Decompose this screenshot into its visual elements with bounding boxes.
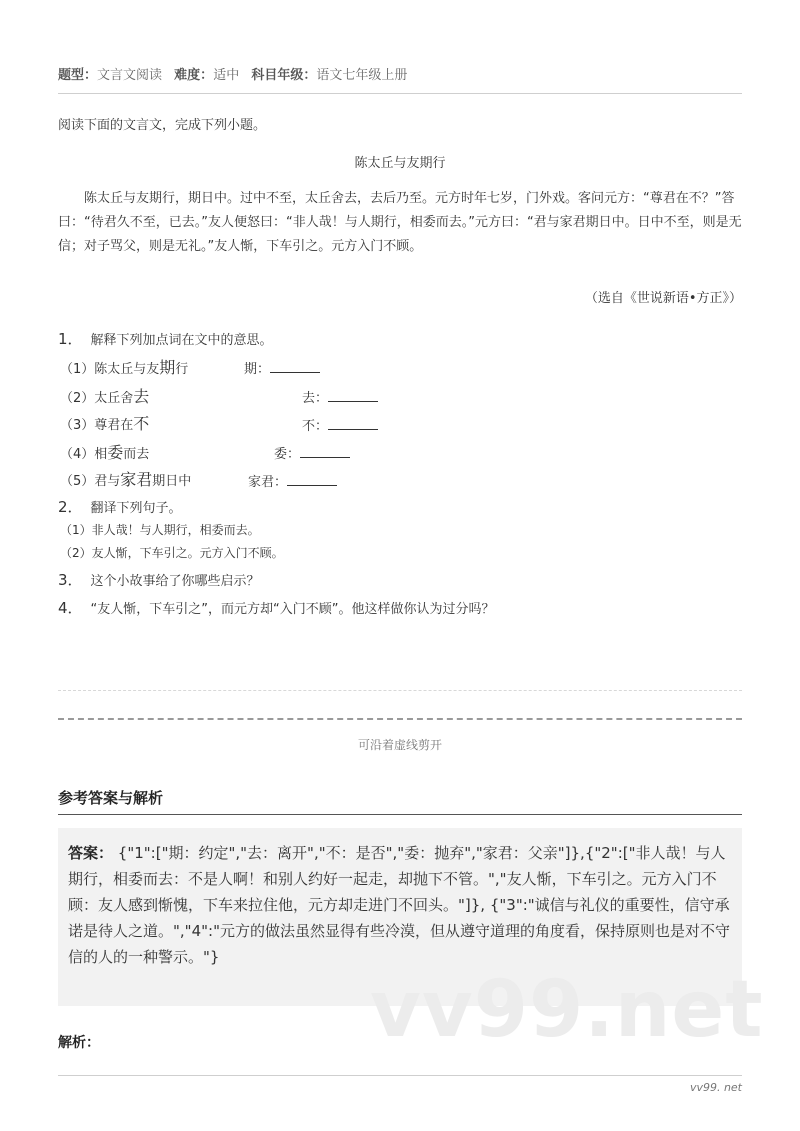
q1-item-4 <box>60 440 149 463</box>
answer-label: 答案： <box>68 844 114 862</box>
q1-blank-1[interactable] <box>244 358 320 377</box>
dotted-word: 期 <box>159 358 176 377</box>
answer-blank[interactable] <box>287 475 337 486</box>
answer-content <box>68 840 732 970</box>
item-text: 期日中 <box>152 474 192 489</box>
q1-item-1 <box>60 355 188 378</box>
answer-blank[interactable] <box>270 362 320 373</box>
question-number: 1． <box>58 330 83 348</box>
passage-body: 陈太丘与友期行，期日中。过中不至，太丘舍去，去后乃至。元方时年七岁，门外戏。客问元方：“尊君在不？”答曰：“待君久不至，已去。”友人便怒曰：“非人哉！与人期行，相委而去。”元方曰：“君与家君期日中。日中不至，则是无信；对子骂父，则是无礼。”友人惭，下车引之。元方入门不顾。 <box>58 191 742 254</box>
answer-section-divider <box>58 814 742 815</box>
question-3 <box>58 569 260 590</box>
q1-blank-2[interactable] <box>302 387 378 406</box>
meta-line <box>58 64 415 83</box>
blank-label: 期： <box>244 362 271 377</box>
blank-label: 家君： <box>248 475 288 490</box>
footer-divider <box>58 1075 742 1076</box>
cut-line <box>58 718 742 720</box>
type-value: 文言文阅读 <box>97 68 163 83</box>
header-divider <box>58 93 742 94</box>
dotted-word: 去 <box>133 387 150 406</box>
question-text: 解释下列加点词在文中的意思。 <box>90 333 273 348</box>
subject-label: 科目年级： <box>251 68 317 83</box>
answer-text: {"1":["期：约定","去：离开","不：是否","委：抛弃","家君：父亲"]},{"2":["非人哉！与人期行，相委而去：不是人啊！和别人约好一起走，却抛下不管。","友人惭，下车引之。元方入门不顾：友人感到惭愧，下车来拉住他，元方却走进门不回头。"]}, {"3":"诚信与礼仪的重要性，信守承诺是待人之道。","4":"元方的做法虽然显得有些冷漠，但从遵守道理的角度看，保持原则也是对不守信的人的一种警示。"} <box>68 844 730 966</box>
blank-label: 委： <box>274 447 301 462</box>
passage-source: （选自《世说新语•方正》） <box>584 291 742 306</box>
item-text: （3）尊君在 <box>60 418 134 433</box>
answer-blank[interactable] <box>300 447 350 458</box>
q2-item-1: （1）非人哉！与人期行，相委而去。 <box>60 523 260 537</box>
q1-item-3 <box>60 411 149 434</box>
question-number: 3． <box>58 571 83 589</box>
answer-blank[interactable] <box>328 391 378 402</box>
dotted-word: 委 <box>107 443 124 462</box>
q1-blank-4[interactable] <box>274 443 350 462</box>
q1-blank-5[interactable] <box>248 471 337 490</box>
answer-blank[interactable] <box>328 419 378 430</box>
footer-site: vv99. net <box>689 1081 742 1094</box>
cut-label: 可沿着虚线剪开 <box>357 738 442 752</box>
light-dashed-divider <box>58 690 742 691</box>
q1-item-2 <box>60 384 149 407</box>
watermark: vv99.net <box>370 965 764 1055</box>
question-text: 这个小故事给了你哪些启示？ <box>90 574 260 589</box>
item-text: 行 <box>175 362 189 377</box>
item-text: （1）陈太丘与友 <box>60 362 160 377</box>
q1-item-5 <box>60 467 191 490</box>
difficulty-value: 适中 <box>213 68 240 83</box>
question-text: “友人惭，下车引之”，而元方却“入门不顾”。他这样做你认为过分吗？ <box>90 602 495 617</box>
item-text: （4）相 <box>60 447 108 462</box>
question-number: 2． <box>58 498 83 516</box>
dotted-word: 不 <box>133 414 150 433</box>
type-label: 题型： <box>58 68 98 83</box>
instruction: 阅读下面的文言文，完成下列小题。 <box>58 118 267 133</box>
blank-label: 不： <box>302 419 329 434</box>
q2-item-2: （2）友人惭，下车引之。元方入门不顾。 <box>60 546 284 560</box>
item-text: （5）君与 <box>60 474 121 489</box>
analysis-label: 解析： <box>58 1035 100 1051</box>
item-text: 而去 <box>123 447 150 462</box>
question-4 <box>58 597 495 618</box>
difficulty-label: 难度： <box>174 68 214 83</box>
subject-value: 语文七年级上册 <box>316 68 408 83</box>
question-2 <box>58 496 182 517</box>
answer-section-title: 参考答案与解析 <box>58 789 164 807</box>
dotted-word: 家君 <box>120 470 153 489</box>
blank-label: 去： <box>302 391 329 406</box>
passage-title: 陈太丘与友期行 <box>354 156 446 171</box>
q1-blank-3[interactable] <box>302 415 378 434</box>
question-text: 翻译下列句子。 <box>90 501 182 516</box>
question-1 <box>58 328 273 349</box>
item-text: （2）太丘舍 <box>60 391 134 406</box>
question-number: 4． <box>58 599 83 617</box>
